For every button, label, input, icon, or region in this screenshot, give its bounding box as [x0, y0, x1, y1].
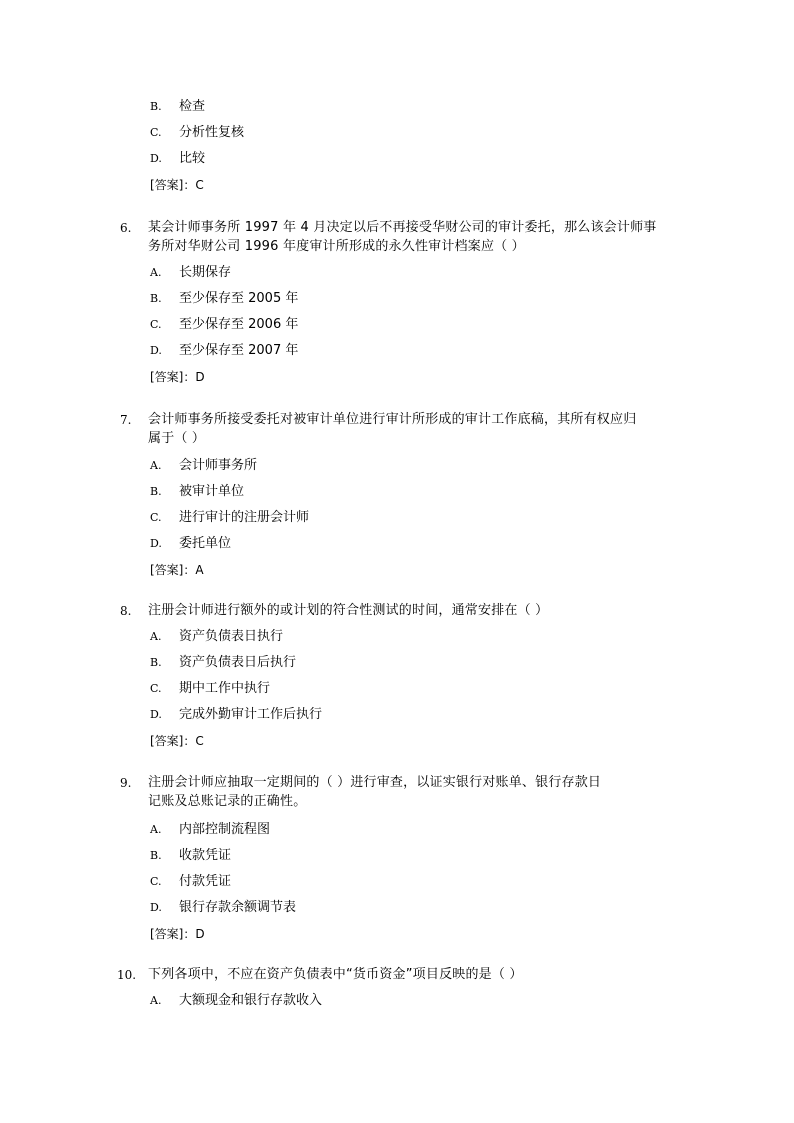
- option-letter: D.: [150, 152, 162, 165]
- option-text: 资产负债表日后执行: [179, 655, 297, 670]
- option-letter: C.: [150, 318, 162, 331]
- option-letter: C.: [150, 875, 162, 888]
- option-letter: C.: [150, 511, 162, 524]
- option-text: 资产负债表日执行: [179, 629, 284, 644]
- question-text-line1: 会计师事务所接受委托对被审计单位进行审计所形成的审计工作底稿，其所有权应归: [148, 412, 637, 427]
- option-letter: B.: [150, 292, 162, 305]
- option-text: 至少保存至 2007 年: [179, 343, 299, 358]
- option-text: 会计师事务所: [179, 458, 258, 473]
- option-text: 进行审计的注册会计师: [179, 510, 310, 525]
- answer-text: [答案]：C: [150, 178, 204, 192]
- option-text: 内部控制流程图: [179, 822, 271, 837]
- option-text: 委托单位: [179, 536, 232, 551]
- option-text: 分析性复核: [179, 125, 245, 140]
- answer-text: [答案]：D: [150, 370, 205, 384]
- option-text: 至少保存至 2005 年: [179, 291, 299, 306]
- question-text-line1: 注册会计师应抽取一定期间的（ ）进行审查，以证实银行对账单、银行存款日: [148, 775, 602, 790]
- option-letter: D.: [150, 708, 162, 721]
- question-text-line1: 某会计师事务所 1997 年 4 月决定以后不再接受华财公司的审计委托，那么该会计师事: [148, 220, 657, 235]
- option-letter: B.: [150, 100, 162, 113]
- question-text-line2: 记账及总账记录的正确性。: [148, 794, 307, 809]
- option-letter: B.: [150, 849, 162, 862]
- option-text: 大额现金和银行存款收入: [179, 993, 323, 1008]
- question-text-line2: 属于（ ）: [148, 431, 206, 446]
- answer-text: [答案]：A: [150, 563, 204, 577]
- option-text: 至少保存至 2006 年: [179, 317, 299, 332]
- option-text: 被审计单位: [179, 484, 245, 499]
- option-text: 期中工作中执行: [179, 681, 271, 696]
- question-number: 9.: [120, 776, 132, 790]
- option-text: 收款凭证: [179, 848, 232, 863]
- option-text: 长期保存: [179, 265, 232, 280]
- option-text: 银行存款余额调节表: [179, 900, 297, 915]
- question-text-line2: 务所对华财公司 1996 年度审计所形成的永久性审计档案应（ ）: [148, 239, 525, 254]
- option-letter: C.: [150, 126, 162, 139]
- option-letter: B.: [150, 485, 162, 498]
- answer-text: [答案]：C: [150, 734, 204, 748]
- option-letter: A.: [150, 459, 162, 472]
- question-number: 7.: [120, 413, 132, 427]
- option-text: 检查: [179, 99, 206, 114]
- option-letter: A.: [150, 823, 162, 836]
- option-text: 付款凭证: [179, 874, 232, 889]
- answer-text: [答案]：D: [150, 927, 205, 941]
- option-letter: A.: [150, 630, 162, 643]
- option-letter: D.: [150, 537, 162, 550]
- question-number: 6.: [120, 221, 132, 235]
- option-letter: A.: [150, 994, 162, 1007]
- option-letter: D.: [150, 344, 162, 357]
- question-number: 8.: [120, 604, 132, 618]
- option-letter: C.: [150, 682, 162, 695]
- option-text: 完成外勤审计工作后执行: [179, 707, 323, 722]
- option-letter: A.: [150, 266, 162, 279]
- question-number: 10.: [117, 968, 137, 982]
- question-text-line1: 注册会计师进行额外的或计划的符合性测试的时间，通常安排在（ ）: [148, 603, 549, 618]
- option-letter: B.: [150, 656, 162, 669]
- option-text: 比较: [179, 151, 206, 166]
- option-letter: D.: [150, 901, 162, 914]
- question-text-line1: 下列各项中，不应在资产负债表中“货币资金”项目反映的是（ ）: [148, 967, 523, 982]
